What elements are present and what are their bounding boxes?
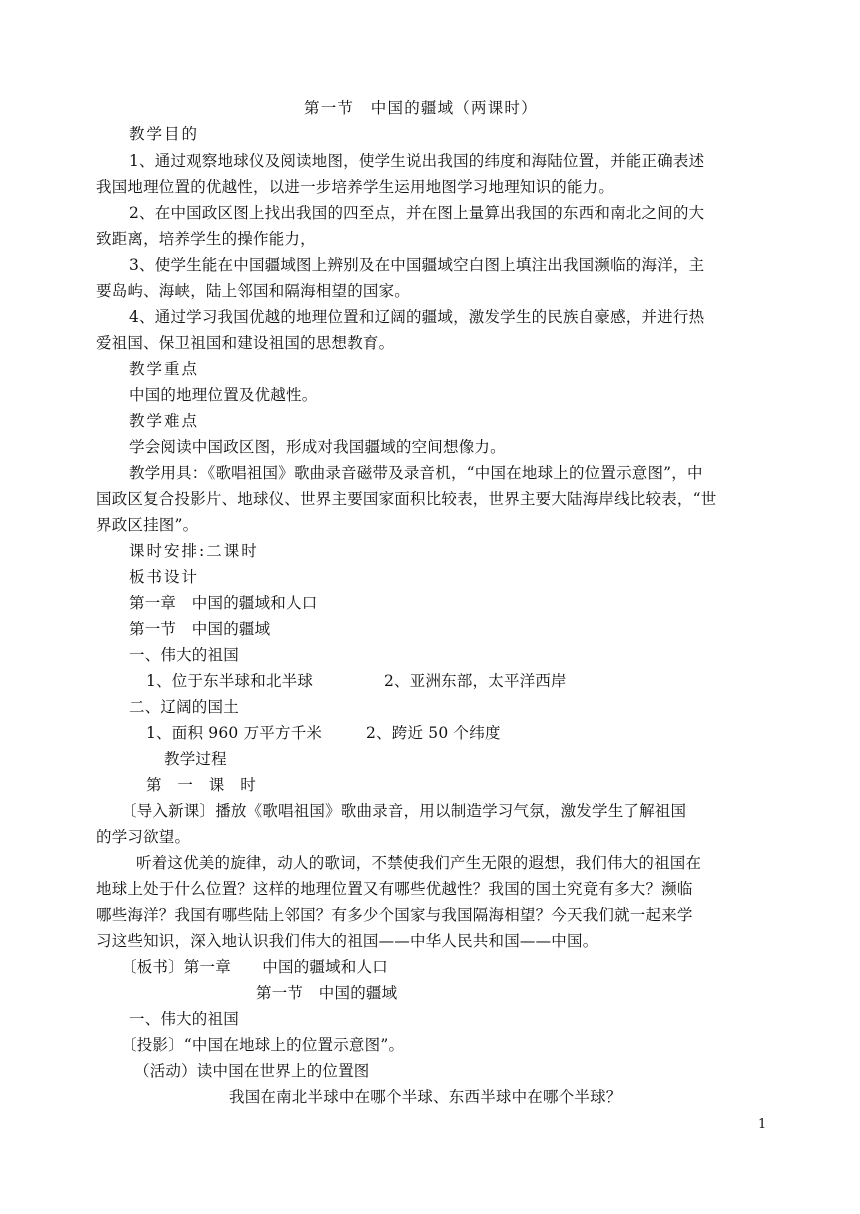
activity-note: （活动）读中国在世界上的位置图: [134, 1062, 370, 1080]
board-chapter: 第一章 中国的疆域和人口: [129, 594, 318, 612]
projection-note: 〔投影〕“中国在地球上的位置示意图”。: [121, 1036, 405, 1054]
objectives-heading: 教学目的: [129, 125, 200, 143]
objective-4-line-2: 爱祖国、保卫祖国和建设祖国的思想教育。: [96, 334, 395, 352]
key-points-heading: 教学重点: [129, 360, 200, 378]
body-paragraph-line-4: 习这些知识，深入地认识我们伟大的祖国——中华人民共和国——中国。: [96, 932, 599, 950]
intro-line-1: 〔导入新课〕播放《歌唱祖国》歌曲录音，用以制造学习气氛，激发学生了解祖国: [121, 802, 687, 820]
key-points-text: 中国的地理位置及优越性。: [129, 386, 318, 404]
board-note-section: 第一节 中国的疆域: [256, 984, 398, 1002]
activity-question: 我国在南北半球中在哪个半球、东西半球中在哪个半球？: [229, 1088, 622, 1106]
objective-2-line-1: 2、在中国政区图上找出我国的四至点，并在图上量算出我国的东西和南北之间的大: [129, 204, 705, 222]
body-paragraph-line-1: 听着这优美的旋律，动人的歌词，不禁使我们产生无限的遐想，我们伟大的祖国在: [136, 854, 702, 872]
lesson-schedule: 课时安排:二课时: [129, 542, 259, 560]
board-part-2: 二、辽阔的国土: [129, 698, 239, 716]
difficulty-text: 学会阅读中国政区图，形成对我国疆域的空间想像力。: [129, 438, 506, 456]
objective-3-line-2: 要岛屿、海峡，陆上邻国和隔海相望的国家。: [96, 282, 411, 300]
board-section: 第一节 中国的疆域: [129, 620, 271, 638]
board-note-chapter: 〔板书〕第一章 中国的疆域和人口: [121, 958, 388, 976]
board-part-1-item-2: 2、亚洲东部，太平洋西岸: [384, 672, 567, 690]
objective-2-line-2: 致距离，培养学生的操作能力，: [96, 230, 316, 248]
teaching-tools-line-1: 教学用具：《歌唱祖国》歌曲录音磁带及录音机，“中国在地球上的位置示意图”，中: [129, 464, 703, 482]
teaching-tools-line-3: 界政区挂图”。: [96, 516, 199, 534]
part-1-heading: 一、伟大的祖国: [129, 1010, 239, 1028]
board-part-2-item-2: 2、跨近 50 个纬度: [366, 724, 501, 742]
objective-4-line-1: 4、通过学习我国优越的地理位置和辽阔的疆域，激发学生的民族自豪感，并进行热: [129, 308, 705, 326]
board-part-2-item-1: 1、面积 960 万平方千米: [146, 724, 323, 742]
body-paragraph-line-2: 地球上处于什么位置？这样的地理位置又有哪些优越性？我国的国土究竟有多大？濒临: [96, 880, 693, 898]
board-part-1: 一、伟大的祖国: [129, 646, 239, 664]
teaching-tools-line-2: 国政区复合投影片、地球仪、世界主要国家面积比较表，世界主要大陆海岸线比较表，“世: [96, 490, 717, 508]
process-heading: 教学过程: [164, 750, 227, 768]
board-part-1-item-1: 1、位于东半球和北半球: [146, 672, 314, 690]
difficulty-heading: 教学难点: [129, 412, 200, 430]
page-number: 1: [758, 1117, 767, 1132]
objective-1-line-2: 我国地理位置的优越性，以进一步培养学生运用地图学习地理知识的能力。: [96, 178, 615, 196]
intro-line-2: 的学习欲望。: [96, 828, 191, 846]
board-design-heading: 板书设计: [129, 568, 200, 586]
lesson-heading: 第 一 课 时: [146, 776, 256, 794]
page-title: 第一节 中国的疆域（两课时）: [304, 99, 538, 117]
objective-3-line-1: 3、使学生能在中国疆域图上辨别及在中国疆域空白图上填注出我国濒临的海洋，主: [129, 256, 705, 274]
objective-1-line-1: 1、通过观察地球仪及阅读地图，使学生说出我国的纬度和海陆位置，并能正确表述: [129, 152, 705, 170]
body-paragraph-line-3: 哪些海洋？我国有哪些陆上邻国？有多少个国家与我国隔海相望？今天我们就一起来学: [96, 906, 693, 924]
